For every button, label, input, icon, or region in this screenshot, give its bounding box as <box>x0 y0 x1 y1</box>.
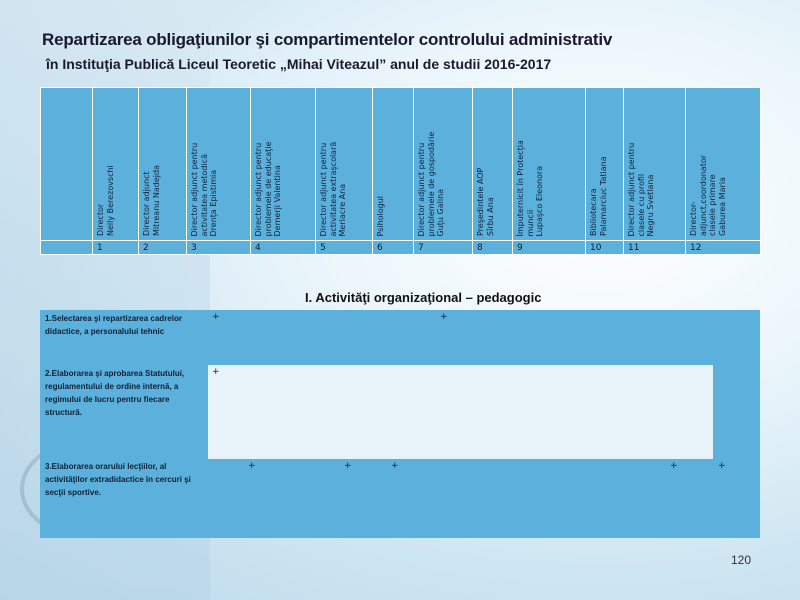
activity-mark: + <box>212 312 220 322</box>
role-number: 4 <box>251 241 316 255</box>
role-header: Preşedintele AOP Sîrbu Ana <box>473 88 513 241</box>
role-number: 3 <box>187 241 251 255</box>
activities-table <box>40 310 760 538</box>
role-number: 12 <box>686 241 761 255</box>
page-subtitle: în Instituţia Publică Liceul Teoretic „Mihai Viteazul” anul de studii 2016-2017 <box>46 56 552 72</box>
role-number: 5 <box>316 241 373 255</box>
role-header: Director adjunct Mitreanu Nadejda <box>139 88 187 241</box>
role-header: Director- adjunct,coordonator clasele primare Gaburea Maria <box>686 88 761 241</box>
activity-label: 1.Selectarea şi repartizarea cadrelor didactice, a personalului tehnic <box>45 314 182 336</box>
corner-cell <box>41 88 93 241</box>
role-number: 10 <box>586 241 624 255</box>
role-number: 6 <box>373 241 414 255</box>
activity-label: 3.Elaborarea orarului lecţiilor, al activităţilor extradidactice în cercuri şi secţii sportive. <box>45 462 191 497</box>
role-number: 11 <box>624 241 686 255</box>
role-header: Bibliotecara Palamarciuc Tatiana <box>586 88 624 241</box>
role-header: Director Nelly Berezovschi <box>93 88 139 241</box>
activity-mark: + <box>718 461 726 471</box>
activity-mark: + <box>440 312 448 322</box>
role-header: Director adjunct pentru activitatea extraşcolară Meriacre Ana <box>316 88 373 241</box>
corner-cell <box>41 241 93 255</box>
role-header: Director adjunct pentru problemele de educaţie Demerji Valentina <box>251 88 316 241</box>
activity-label: 2.Elaborarea şi aprobarea Statutului, regulamentului de ordine internă, a regimului de lucru pentru fiecare structură. <box>45 369 185 417</box>
role-number: 7 <box>414 241 473 255</box>
role-header: Psihologul <box>373 88 414 241</box>
role-number: 8 <box>473 241 513 255</box>
activity-mark: + <box>670 461 678 471</box>
activity-mark: + <box>248 461 256 471</box>
role-header: Director adjunct pentru activitatea metodică Drenţa Epistimia <box>187 88 251 241</box>
activity-mark: + <box>212 367 220 377</box>
role-header: Director adjunct pentru problemele de gospodărie Guţu Galina <box>414 88 473 241</box>
role-number: 9 <box>513 241 586 255</box>
role-number: 1 <box>93 241 139 255</box>
activity-mark: + <box>344 461 352 471</box>
empty-cell-area <box>208 365 713 459</box>
role-header: Împuternicit în Protecţia muncii Lupaşco Eleonora <box>513 88 586 241</box>
role-header: Director adjunct pentru clasele cu profil Negru Svetlana <box>624 88 686 241</box>
section-title: I. Activităţi organizaţional – pedagogic <box>305 290 542 305</box>
role-number: 2 <box>139 241 187 255</box>
page-title: Repartizarea obligaţiunilor şi compartimentelor controlului administrativ <box>42 30 613 49</box>
activity-mark: + <box>391 461 399 471</box>
page-number: 120 <box>731 553 752 567</box>
roles-table <box>40 87 761 255</box>
